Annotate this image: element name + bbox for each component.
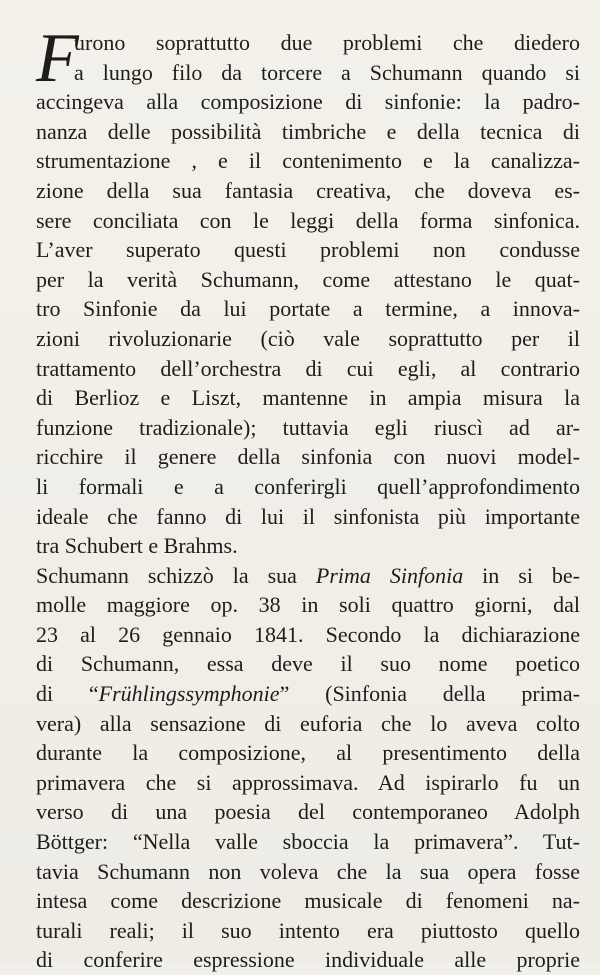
text-run: in si be- <box>463 562 580 588</box>
text-line: intesa come descrizione musicale di fenomeni na- <box>36 888 580 914</box>
text-line: zioni rivoluzionarie (ciò vale soprattutto per il <box>36 325 580 351</box>
text-line: nanza delle possibilità timbriche e della tecnica di <box>36 118 580 144</box>
text-line: trattamento dell’orchestra di cui egli, al contrario <box>36 355 580 381</box>
text-run: Schumann schizzò la sua <box>36 562 316 588</box>
text-line: molle maggiore op. 38 in soli quattro giorni, dal <box>36 592 580 618</box>
text-line: a lungo filo da torcere a Schumann quando si <box>74 59 580 85</box>
text-line <box>36 561 580 591</box>
text-line <box>36 679 580 709</box>
text-line: li formali e a conferirgli quell’approfondimento <box>36 473 580 499</box>
text-line: primavera che si approssimava. Ad ispirarlo fu un <box>36 769 580 795</box>
text-line: durante la composizione, al presentimento della <box>36 740 580 766</box>
text-line: di conferire espressione individuale alle proprie <box>36 947 580 973</box>
body-text <box>36 28 580 975</box>
work-title: Prima Sinfonia <box>315 562 464 588</box>
text-line: strumentazione , e il contenimento e la canalizza- <box>36 148 580 174</box>
text-line: di Berlioz e Liszt, mantenne in ampia misura la <box>36 385 580 411</box>
text-line: funzione tradizionale); tuttavia egli riuscì ad ar- <box>36 414 580 440</box>
text-run: ” (Sinfonia della prima- <box>279 681 580 707</box>
text-line: sere conciliata con le leggi della forma sinfonica. <box>36 207 580 233</box>
text-line: urono soprattutto due problemi che diedero <box>74 30 580 55</box>
work-nickname: Frühlingssymphonie <box>98 681 280 707</box>
text-line: zione della sua fantasia creativa, che doveva es- <box>36 177 580 203</box>
text-line: L’aver superato questi problemi non condusse <box>36 237 580 263</box>
text-line: tavia Schumann non voleva che la sua opera fosse <box>36 858 580 884</box>
text-line: di Schumann, essa deve il suo nome poetico <box>36 651 580 677</box>
drop-cap: F <box>36 20 79 97</box>
text-line: accingeva alla composizione di sinfonie: la padro- <box>36 89 580 115</box>
text-run: di “ <box>36 681 99 707</box>
text-line: Böttger: “Nella valle sboccia la primavera”. Tut- <box>36 829 580 855</box>
text-line: vera) alla sensazione di euforia che lo aveva colto <box>36 710 580 736</box>
text-line: turali reali; il suo intento era piuttosto quello <box>36 917 580 943</box>
text-line: verso di una poesia del contemporaneo Adolph <box>36 799 580 825</box>
text-line: tro Sinfonie da lui portate a termine, a innova- <box>36 296 580 322</box>
text-line: ricchire il genere della sinfonia con nuovi model- <box>36 444 580 470</box>
text-line: 23 al 26 gennaio 1841. Secondo la dichiarazione <box>36 621 580 647</box>
text-line: tra Schubert e Brahms. <box>36 533 238 559</box>
text-line: per la verità Schumann, come attestano le quat- <box>36 266 580 292</box>
text-line: ideale che fanno di lui il sinfonista più importante <box>36 503 580 529</box>
